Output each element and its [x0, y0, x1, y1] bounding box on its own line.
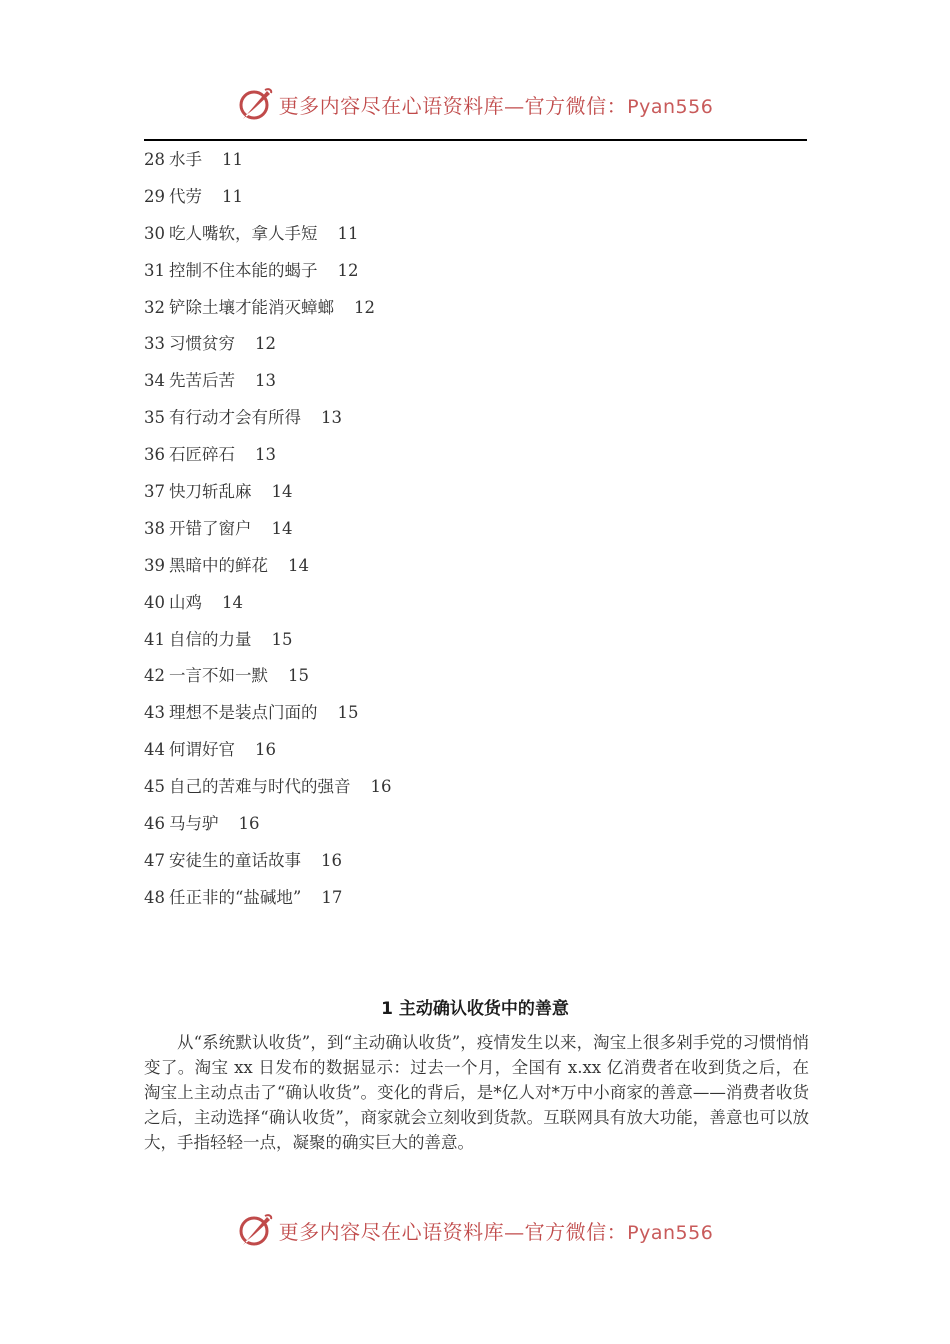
- toc-item: [144, 695, 392, 732]
- toc-item: [144, 880, 392, 917]
- toc-number: 44: [144, 740, 165, 760]
- toc-item: [144, 622, 392, 659]
- toc-title: 代劳: [169, 186, 202, 206]
- toc-page-number: 15: [271, 629, 293, 649]
- banner-wechat-id: Pyan556: [627, 1221, 714, 1244]
- toc-number: 42: [144, 666, 165, 686]
- toc-item: [144, 142, 392, 179]
- banner-cn-text: 更多内容尽在心语资料库—官方微信：: [278, 93, 628, 118]
- toc-page-number: 13: [321, 408, 342, 428]
- toc-title: 铲除土壤才能消灭蟑螂: [169, 297, 334, 317]
- section-paragraph: 从“系统默认收货”，到“主动确认收货”，疫情发生以来，淘宝上很多剁手党的习惯悄悄变了。淘宝 xx 日发布的数据显示：过去一个月，全国有 x.xx 亿消费者在收到货之后，在淘宝上主动点击了“确认收货”。变化的背后，是*亿人对*万中小商家的善意——消费者收货之后，主动选择“确认收货”，商家就会立刻收到货款。互联网具有放大功能，善意也可以放大，手指轻轻一点，凝聚的确实巨大的善意。: [144, 1033, 809, 1152]
- toc-item: [144, 658, 392, 695]
- toc-title: 马与驴: [169, 814, 219, 834]
- toc-title: 快刀斩乱麻: [169, 482, 252, 502]
- toc-number: 29: [144, 186, 165, 206]
- toc-title: 先苦后苦: [169, 371, 235, 391]
- toc-page-number: 14: [288, 555, 309, 575]
- toc-item: [144, 179, 392, 216]
- toc-number: 37: [144, 482, 165, 502]
- section-title: 1 主动确认收货中的善意: [381, 999, 569, 1019]
- toc-item: [144, 732, 392, 769]
- toc-number: 43: [144, 703, 165, 723]
- toc-item: [144, 843, 392, 880]
- toc-page-number: 15: [288, 666, 309, 686]
- toc-title: 山鸡: [169, 592, 202, 612]
- toc-item: [144, 474, 392, 511]
- toc-title: 吃人嘴软，拿人手短: [169, 223, 318, 243]
- toc-title: 石匠碎石: [169, 445, 235, 465]
- toc-title: 自己的苦难与时代的强音: [169, 777, 351, 797]
- toc-title: 一言不如一默: [169, 666, 268, 686]
- toc-number: 45: [144, 777, 165, 797]
- toc-title: 习惯贫穷: [169, 334, 235, 354]
- toc-item: [144, 290, 392, 327]
- banner-text: [279, 90, 714, 119]
- toc-title: 自信的力量: [169, 629, 252, 649]
- toc-page-number: 13: [255, 445, 276, 465]
- toc-item: [144, 437, 392, 474]
- toc-page-number: 13: [255, 371, 276, 391]
- toc-page-number: 12: [337, 260, 359, 280]
- toc-number: 35: [144, 408, 165, 428]
- toc-item: [144, 253, 392, 290]
- quill-logo-icon: [237, 86, 273, 122]
- toc-page-number: 16: [238, 814, 260, 834]
- header-banner: [0, 84, 950, 124]
- toc-title: 何谓好官: [169, 740, 235, 760]
- toc-number: 46: [144, 814, 165, 834]
- toc-page-number: 12: [354, 297, 375, 317]
- toc-title: 控制不住本能的蝎子: [169, 260, 318, 280]
- toc-number: 31: [144, 260, 165, 280]
- toc-title: 水手: [169, 150, 202, 169]
- toc-item: [144, 400, 392, 437]
- toc-page-number: 12: [255, 334, 276, 354]
- toc-page-number: 14: [222, 592, 243, 612]
- banner-wechat-id: Pyan556: [627, 95, 714, 118]
- toc-number: 40: [144, 592, 165, 612]
- toc-number: 28: [144, 150, 165, 169]
- toc-page-number: 14: [271, 482, 293, 502]
- toc-item: [144, 806, 392, 843]
- toc-page-number: 11: [337, 223, 359, 243]
- toc-number: 47: [144, 850, 165, 870]
- toc-page-number: 14: [271, 518, 293, 538]
- toc-page-number: 15: [337, 703, 359, 723]
- toc-title: 有行动才会有所得: [169, 408, 301, 428]
- toc-item: [144, 363, 392, 400]
- banner-cn-text: 更多内容尽在心语资料库—官方微信：: [278, 1219, 628, 1244]
- toc-title: 任正非的“盐碱地”: [169, 887, 302, 907]
- toc-title: 安徒生的童话故事: [169, 850, 301, 870]
- toc-item: [144, 511, 392, 548]
- toc-number: 38: [144, 518, 165, 538]
- header-rule: [144, 139, 807, 141]
- toc-page-number: 17: [321, 887, 343, 907]
- toc-number: 34: [144, 371, 165, 391]
- toc-item: [144, 585, 392, 622]
- toc-page-number: 16: [370, 777, 392, 797]
- toc-title: 理想不是装点门面的: [169, 703, 318, 723]
- toc-page-number: 11: [222, 186, 243, 206]
- footer-banner: [0, 1210, 950, 1250]
- toc-title: 开错了窗户: [169, 518, 252, 538]
- toc-item: [144, 216, 392, 253]
- toc-number: 32: [144, 297, 165, 317]
- toc-number: 36: [144, 445, 165, 465]
- toc-number: 48: [144, 887, 165, 907]
- toc-item: [144, 326, 392, 363]
- toc-number: 30: [144, 223, 165, 243]
- toc-title: 黑暗中的鲜花: [169, 555, 268, 575]
- toc-page-number: 11: [222, 150, 243, 169]
- toc-number: 41: [144, 629, 165, 649]
- quill-logo-icon: [237, 1212, 273, 1248]
- toc-number: 39: [144, 555, 165, 575]
- toc-item: [144, 548, 392, 585]
- toc-item: [144, 769, 392, 806]
- banner-text: [279, 1216, 714, 1245]
- table-of-contents: [144, 142, 392, 917]
- toc-page-number: 16: [321, 850, 342, 870]
- toc-number: 33: [144, 334, 165, 354]
- toc-page-number: 16: [255, 740, 276, 760]
